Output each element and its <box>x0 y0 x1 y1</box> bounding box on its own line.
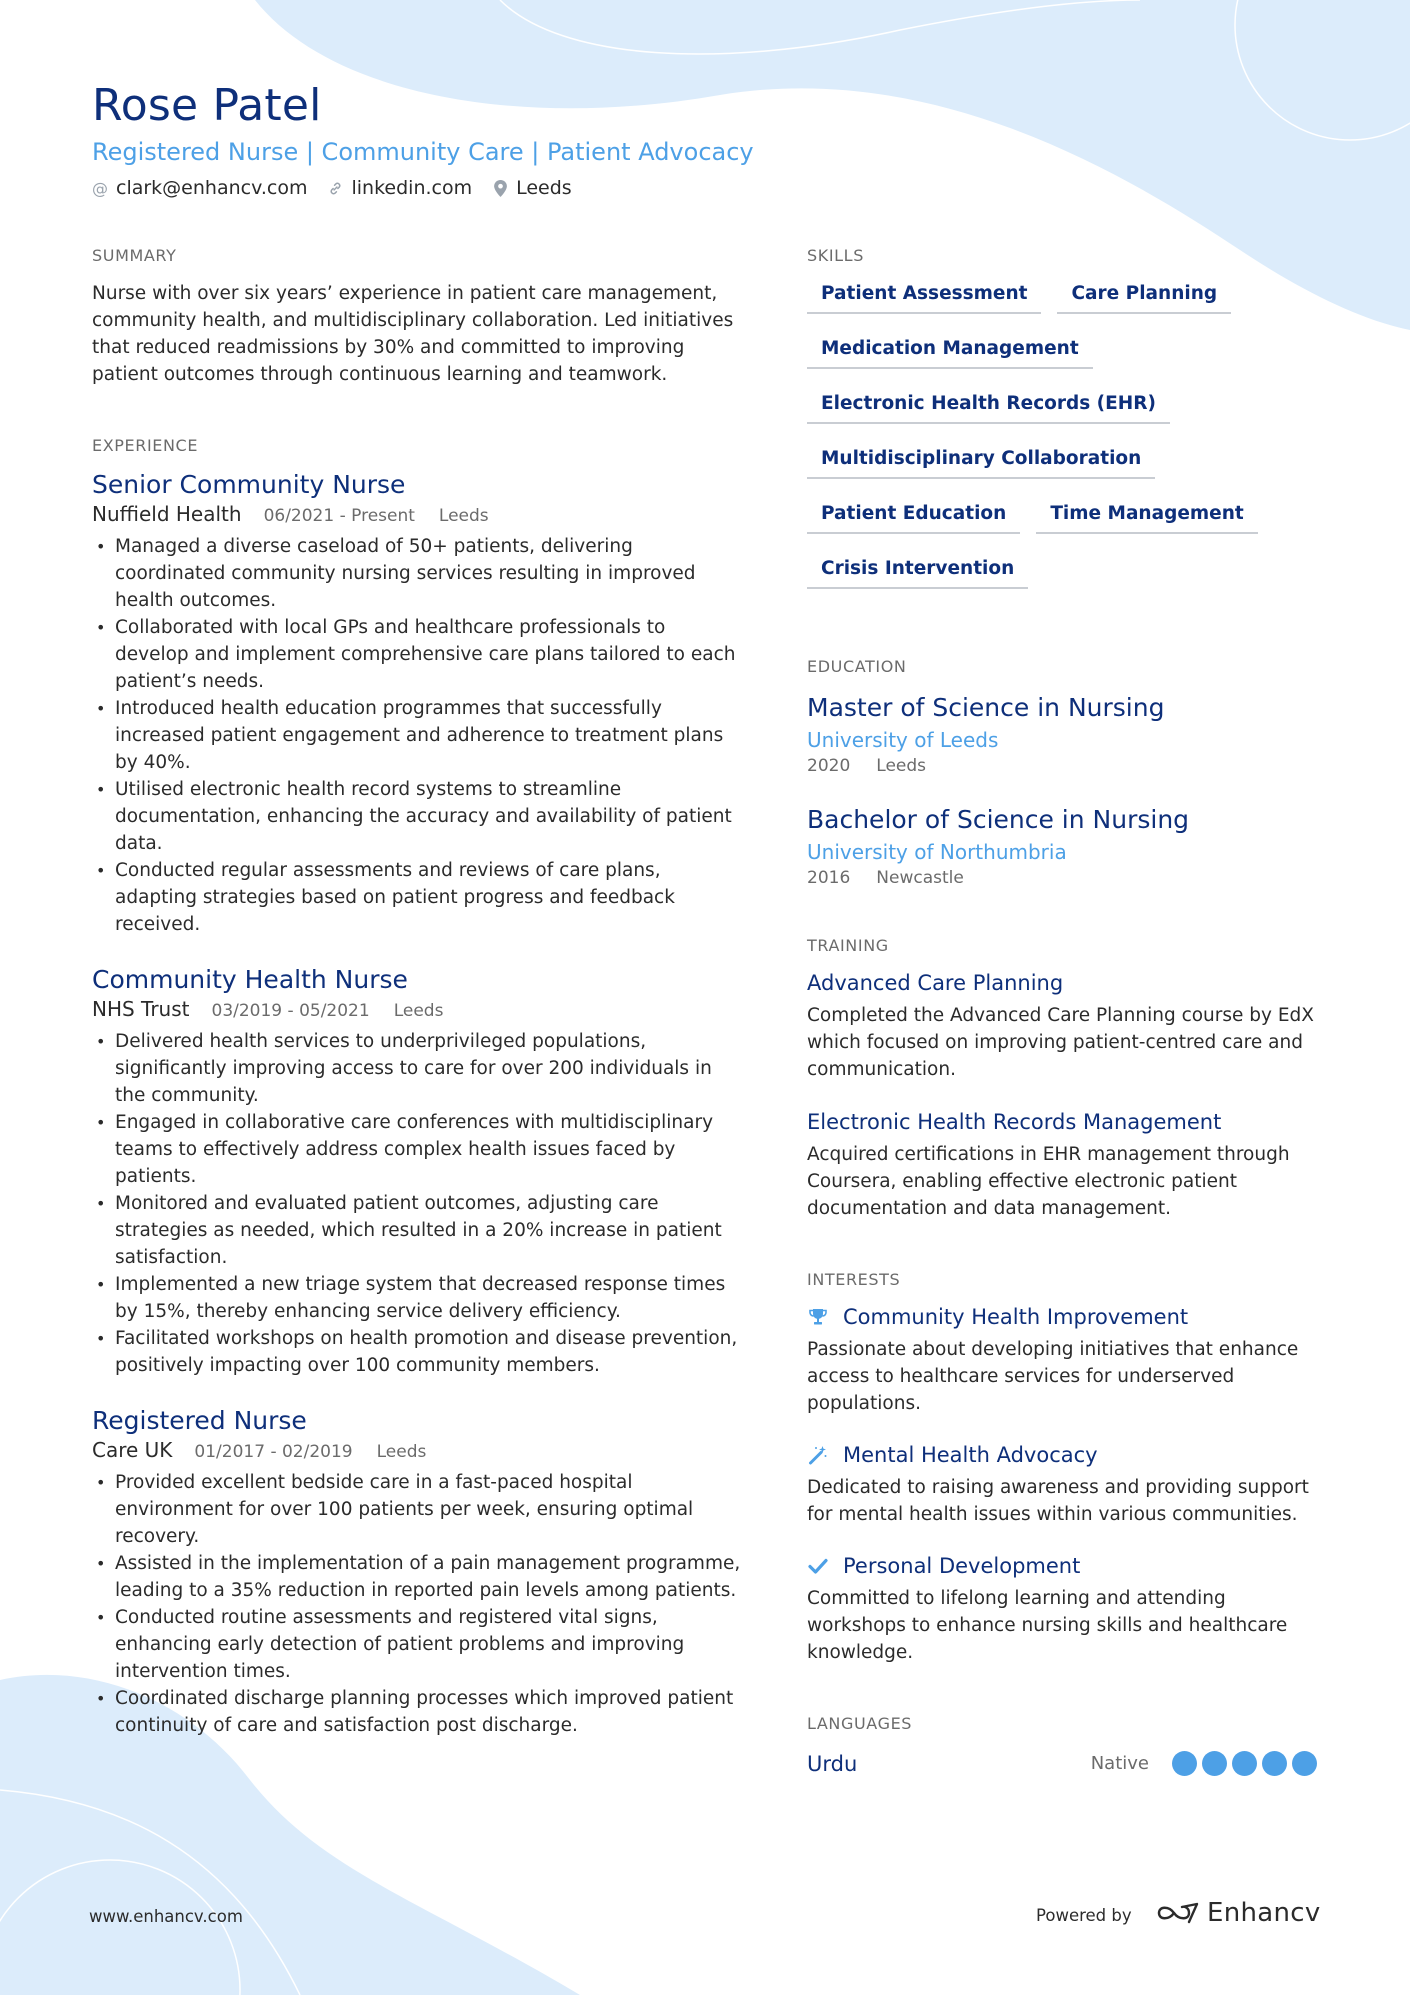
interest-header <box>807 1443 1327 1467</box>
job-company: Nuffield Health <box>92 502 242 526</box>
right-column <box>807 246 1327 1776</box>
enhancv-logo-icon <box>1155 1900 1201 1926</box>
language-name: Urdu <box>807 1751 858 1776</box>
linkedin-text: linkedin.com <box>351 177 473 199</box>
job-bullets <box>92 533 742 938</box>
job-bullet: • Coordinated discharge planning processes which improved patient continuity of care and satisfaction post discharge. <box>92 1685 742 1739</box>
interest-desc: Passionate about developing initiatives that enhance access to healthcare services for underserved populations. <box>807 1339 1299 1414</box>
interest-desc: Committed to lifelong learning and attending workshops to enhance nursing skills and healthcare knowledge. <box>807 1588 1288 1663</box>
link-icon <box>327 181 343 196</box>
edu-meta <box>807 868 1327 888</box>
interests-section-title: INTERESTS <box>807 1270 901 1289</box>
skill-tag: Multidisciplinary Collaboration <box>807 446 1155 479</box>
training-entry <box>807 971 1327 1083</box>
job-meta <box>92 502 742 526</box>
magic-wand-icon <box>807 1444 829 1466</box>
skills-section-title: SKILLS <box>807 246 864 265</box>
education-entry <box>807 804 1327 888</box>
edu-school: University of Northumbria <box>807 840 1067 864</box>
education-section-title: EDUCATION <box>807 657 907 676</box>
contact-email[interactable] <box>92 177 307 199</box>
edu-year: 2020 <box>807 756 851 776</box>
rating-dot <box>1202 1751 1227 1776</box>
training-entry <box>807 1110 1327 1222</box>
language-level: Native <box>1090 1753 1149 1774</box>
edu-degree: Bachelor of Science in Nursing <box>807 805 1190 834</box>
job-entry <box>92 964 742 1379</box>
interest-name: Mental Health Advocacy <box>843 1443 1098 1467</box>
training-desc: Completed the Advanced Care Planning course by EdX which focused on improving patient-centred care and communication. <box>807 1005 1314 1080</box>
job-bullet: • Introduced health education programmes that successfully increased patient engagement and adherence to treatment plans by 40%. <box>92 695 742 776</box>
job-bullets <box>92 1028 742 1379</box>
rating-dot <box>1172 1751 1197 1776</box>
job-bullet: • Collaborated with local GPs and healthcare professionals to develop and implement comprehensive care plans tailored to each patient’s needs. <box>92 614 742 695</box>
skill-tag: Crisis Intervention <box>807 556 1028 589</box>
interest-header <box>807 1305 1327 1329</box>
job-bullets <box>92 1469 742 1739</box>
contact-bar <box>92 177 592 199</box>
job-bullet: • Facilitated workshops on health promotion and disease prevention, positively impacting over 100 community members. <box>92 1325 742 1379</box>
education-entry <box>807 692 1327 776</box>
skill-tag: Time Management <box>1036 501 1257 534</box>
languages-section-title: LANGUAGES <box>807 1714 913 1733</box>
training-name: Advanced Care Planning <box>807 971 1064 995</box>
powered-by-text: Powered by <box>1036 1906 1132 1925</box>
interest-entry <box>807 1554 1327 1666</box>
job-title: Community Health Nurse <box>92 965 408 994</box>
job-bullet: • Implemented a new triage system that decreased response times by 15%, thereby enhancing service delivery efficiency. <box>92 1271 742 1325</box>
interest-desc: Dedicated to raising awareness and providing support for mental health issues within various communities. <box>807 1477 1309 1525</box>
brand-name: Enhancv <box>1207 1898 1321 1928</box>
left-column <box>92 246 742 1739</box>
interest-header <box>807 1554 1327 1578</box>
job-bullet: • Conducted regular assessments and reviews of care plans, adapting strategies based on patient progress and feedback received. <box>92 857 742 938</box>
job-bullet: • Utilised electronic health record systems to streamline documentation, enhancing the accuracy and availability of patient data. <box>92 776 742 857</box>
skill-tag: Electronic Health Records (EHR) <box>807 391 1170 424</box>
contact-location <box>492 177 572 199</box>
experience-section-title: EXPERIENCE <box>92 436 199 455</box>
skill-tag: Medication Management <box>807 336 1093 369</box>
edu-location: Leeds <box>876 756 927 776</box>
job-bullet: • Managed a diverse caseload of 50+ patients, delivering coordinated community nursing services resulting in improved health outcomes. <box>92 533 742 614</box>
candidate-headline: Registered Nurse | Community Care | Patient Advocacy <box>92 138 754 166</box>
contact-linkedin[interactable] <box>327 177 472 199</box>
interest-entry <box>807 1443 1327 1528</box>
trophy-icon <box>807 1306 829 1328</box>
candidate-name: Rose Patel <box>92 80 322 131</box>
checkmark-icon <box>807 1555 829 1577</box>
skill-tag: Patient Assessment <box>807 281 1041 314</box>
job-meta <box>92 1438 742 1462</box>
edu-year: 2016 <box>807 868 851 888</box>
job-dates: 06/2021 - Present <box>263 506 415 526</box>
job-bullet: • Conducted routine assessments and registered vital signs, enhancing early detection of patient problems and improving intervention times. <box>92 1604 742 1685</box>
skills-list <box>807 281 1327 611</box>
job-title: Registered Nurse <box>92 1406 307 1435</box>
location-text: Leeds <box>516 177 572 199</box>
summary-text: Nurse with over six years’ experience in patient care management, community health, and multidisciplinary collaboration. Led initiatives that reduced readmissions by 30% and committed to improving patient outcomes through continuous learning and teamwork. <box>92 283 734 385</box>
training-desc: Acquired certifications in EHR management through Coursera, enabling effective electronic patient documentation and data management. <box>807 1144 1290 1219</box>
language-entry <box>807 1751 1317 1776</box>
job-dates: 01/2017 - 02/2019 <box>194 1442 353 1462</box>
edu-meta <box>807 756 1327 776</box>
job-company: NHS Trust <box>92 997 190 1021</box>
summary-section-title: SUMMARY <box>92 246 177 265</box>
job-company: Care UK <box>92 1438 173 1462</box>
skill-tag: Care Planning <box>1057 281 1231 314</box>
interest-entry <box>807 1305 1327 1417</box>
job-bullet: • Engaged in collaborative care conferences with multidisciplinary teams to effectively address complex health issues faced by patients. <box>92 1109 742 1190</box>
rating-dot <box>1232 1751 1257 1776</box>
edu-location: Newcastle <box>876 868 964 888</box>
job-entry <box>92 469 742 938</box>
skill-tag: Patient Education <box>807 501 1020 534</box>
training-name: Electronic Health Records Management <box>807 1110 1222 1134</box>
at-icon: @ <box>92 178 108 198</box>
interest-name: Personal Development <box>843 1554 1081 1578</box>
job-bullet: • Provided excellent bedside care in a fast-paced hospital environment for over 100 patients per week, ensuring optimal recovery. <box>92 1469 742 1550</box>
job-dates: 03/2019 - 05/2021 <box>211 1001 370 1021</box>
edu-school: University of Leeds <box>807 728 999 752</box>
language-rating <box>1167 1751 1317 1776</box>
job-bullet: • Assisted in the implementation of a pain management programme, leading to a 35% reduction in reported pain levels among patients. <box>92 1550 742 1604</box>
footer-url[interactable]: www.enhancv.com <box>89 1907 243 1926</box>
job-entry <box>92 1405 742 1739</box>
job-title: Senior Community Nurse <box>92 470 406 499</box>
edu-degree: Master of Science in Nursing <box>807 693 1165 722</box>
job-location: Leeds <box>393 1001 444 1021</box>
interest-name: Community Health Improvement <box>843 1305 1189 1329</box>
rating-dot <box>1292 1751 1317 1776</box>
job-meta <box>92 997 742 1021</box>
job-bullet: • Delivered health services to underprivileged populations, significantly improving access to care for over 200 individuals in the community. <box>92 1028 742 1109</box>
brand-logo[interactable] <box>1155 1898 1321 1928</box>
email-text: clark@enhancv.com <box>116 177 308 199</box>
rating-dot <box>1262 1751 1287 1776</box>
job-bullet: • Monitored and evaluated patient outcomes, adjusting care strategies as needed, which resulted in a 20% increase in patient satisfaction. <box>92 1190 742 1271</box>
job-location: Leeds <box>438 506 489 526</box>
training-section-title: TRAINING <box>807 936 889 955</box>
location-pin-icon <box>492 180 508 197</box>
job-location: Leeds <box>376 1442 427 1462</box>
